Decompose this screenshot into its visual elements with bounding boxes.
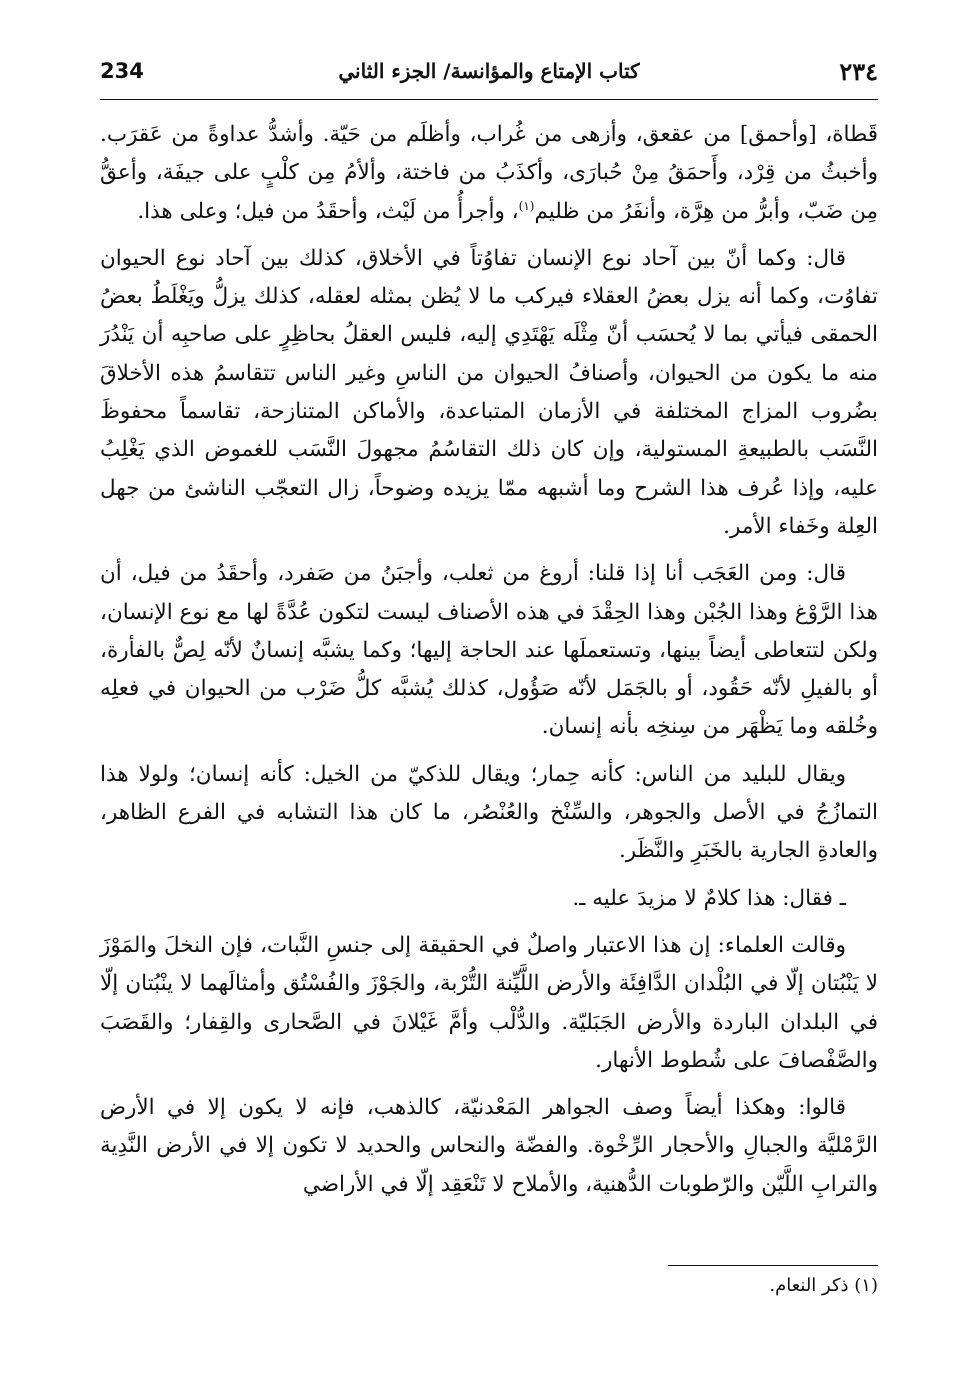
paragraph-1-tail: ، وأجرأُ من لَيْث، وأحقَدُ من فيل؛ وعلى هذا.: [137, 198, 519, 224]
paragraph-7: قالوا: وهكذا أيضاً وصف الجواهر المَعْدنيّة، كالذهب، فإنه لا يكون إلا في الأرض الرَّمْليَّة والجبالِ والأحجار الرِّخْوة. والفضّة والنحاس والحديد لا تكون إلا في الأرض النَّدِية والترابِ اللَّيّن والرّطوبات الدُّهنية، والأملاح لا تَنْعَقِد إلّا في الأراضي: [100, 1095, 878, 1197]
book-title: كتاب الإمتاع والمؤانسة/ الجزء الثاني: [338, 59, 640, 83]
paragraph-6: وقالت العلماء: إن هذا الاعتبار واصلٌ في الحقيقة إلى جنسِ النَّبات، فإن النخلَ والمَوْزَ لا يَنْبُتان إلّا في البُلْدان الدَّافِئَة والأرض اللَّيِّنة التُّرْبة، والجَوْزَ والفُسْتُق وأمثالَهما لا ينْبُتان إلّا في البلدان الباردة والأرض الجَبَليّة. والدُّلْب وأمَّ غَيْلانَ في الصَّحارى والقِفار؛ والقَصَبَ والصَّفْصافَ على شُطوط الأنهار.: [100, 932, 878, 1073]
running-header: [100, 55, 878, 100]
footnote: (١) ذكر النعام.: [769, 1275, 878, 1296]
main-text: [100, 116, 878, 1204]
paragraph-3: قال: ومن العَجَب أنا إذا قلنا: أروغ من ثعلب، وأجبَنُ من صَفرد، وأحقَدُ من فيل، أن هذا الرَّوْغ وهذا الجُبْن وهذا الحِقْدَ في هذه الأصناف ليست لتكون عُدَّةً لها مع نوع الإنسان، ولكن لتتعاطى أيضاً بينها، وتستعملَها عند الحاجة إليها؛ وكما يشبَّه إنسانٌ لأنّه لِصٌّ بالفأرة، أو بالفيلِ لأنّه حَقُود، أو بالجَمَل لأنّه صَؤُول، كذلك يُشبَّه كلُّ ضَرْب من الحيوان في فعلِه وخُلقه وما يَظْهَر من سِنخِه بأنه إنسان.: [100, 561, 878, 740]
page-number-arabic: ٢٣٤: [839, 57, 878, 86]
page: [100, 55, 878, 1296]
page-number-latin: 234: [100, 59, 144, 83]
footnote-separator: [668, 1265, 878, 1266]
paragraph-1-text: قَطاة، [وأحمق] من عقعق، وأزهى من غُراب، وأظلَم من حَيّة. وأشدُّ عداوةً من عَقرَب. وأخبثُ من قِرْد، وأَحمَقُ مِنْ حُبارَى، وأكذَبُ من فاختة، وألأمُ مِن كلْبٍ على جيفَة، وأعقُّ مِن ضَبّ، وأبرُّ من هِرَّة، وأنفَرُ من ظليم: [100, 122, 878, 224]
paragraph-4: ويقال للبليد من الناس: كأنه حِمار؛ ويقال للذكيّ من الخيل: كأنه إنسان؛ ولولا هذا التمازُجُ في الأصل والجوهر، والسِّنْخ والعُنْصُر، ما كان هذا التشابه في الفرع الظاهر، والعادةِ الجارية بالخَبَرِ والنَّظَر.: [100, 761, 878, 864]
paragraph-1: [100, 116, 878, 231]
footnote-ref: (١): [518, 198, 535, 213]
paragraph-5: ـ فقال: هذا كلامٌ لا مزيدَ عليه ـ.: [572, 885, 846, 911]
paragraph-2: قال: وكما أنّ بين آحاد نوع الإنسان تفاوُتاً في الأخلاق، كذلك بين آحاد نوع الحيوان تفاوُت، وكما أنه يزل بعضُ العقلاء فيركب ما لا يُظن بمثله لعقله، كذلك يزلُّ ويَغْلَطُ بعضُ الحمقى فيأتي بما لا يُحسَب أنّ مِثْلَه يَهْتَدِي إليه، فليس العقلُ بحاظِرٍ على صاحبِه أن يَنْدُرَ منه ما يكون من الحيوان، وأصنافُ الحيوان من الناسِ وغير الناس تتقاسمُ هذه الأخلاقَ بضُروب المزاج المختلفة في الأزمان المتباعدة، والأماكن المتنازحة، تقاسماً محفوظَ النَّسَب بالطبيعةِ المستولية، وإن كان ذلك التقاسُمُ مجهولَ النَّسَب للغموض الذي يَغْلِبُ عليه، وإذا عُرف هذا الشرح وما أشبهه ممّا يزيده وضوحاً، زال التعجّب الناشئ من جهل العِلة وخَفاء الأمر.: [100, 245, 878, 539]
